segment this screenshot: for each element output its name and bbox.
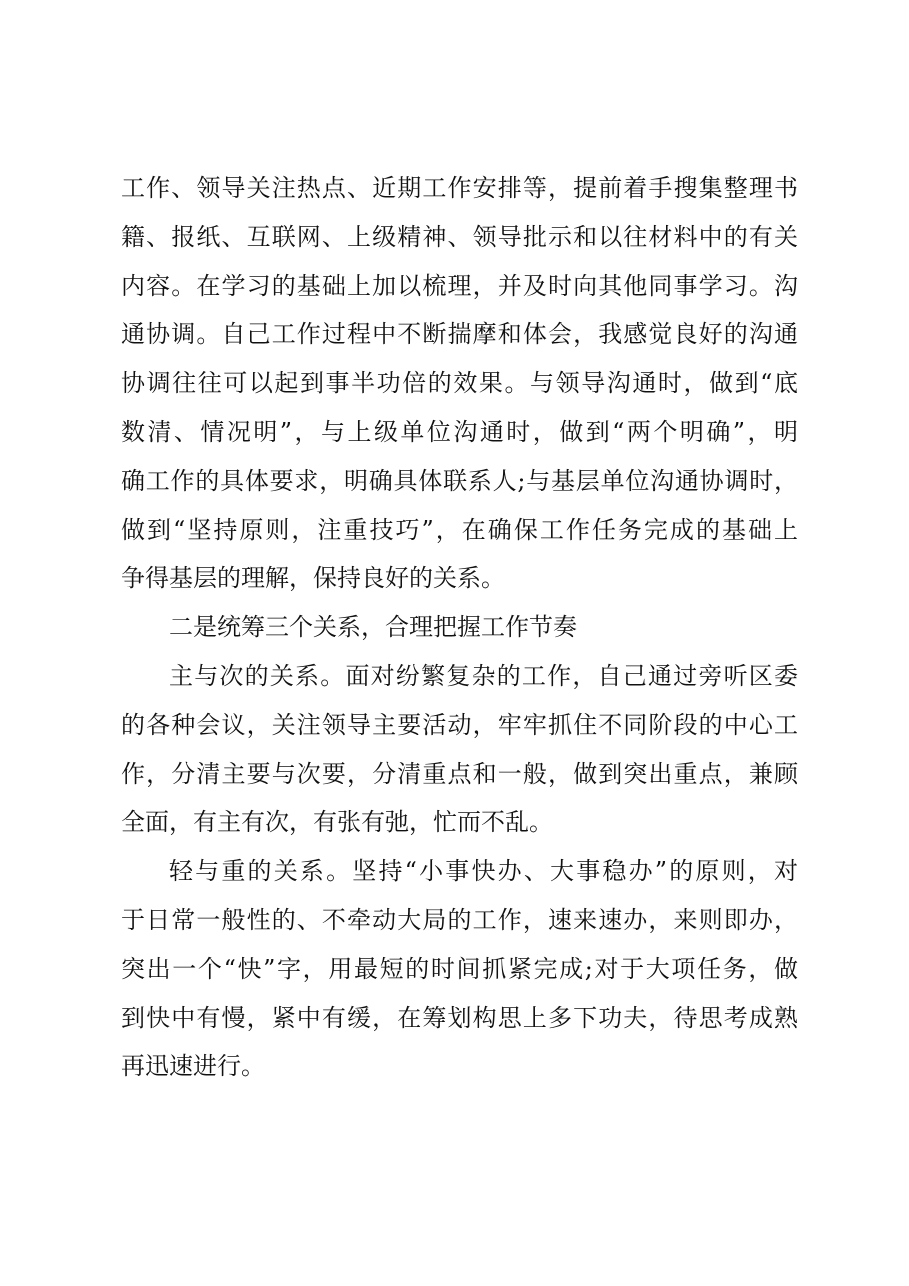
text-line-12: 的各种会议，关注领导主要活动，牢牢抓住不同阶段的中心工 <box>121 710 798 739</box>
text-line-6: 数清、情况明”，与上级单位沟通时，做到“两个明确”，明 <box>121 417 798 446</box>
section-heading: 二是统筹三个关系，合理把握工作节奏 <box>169 613 577 642</box>
text-line-15: 轻与重的关系。坚持“小事快办、大事稳办”的原则，对 <box>169 857 798 886</box>
text-line-5: 协调往往可以起到事半功倍的效果。与领导沟通时，做到“底 <box>121 369 798 398</box>
text-line-1: 工作、领导关注热点、近期工作安排等，提前着手搜集整理书 <box>121 174 798 202</box>
text-line-19: 再迅速进行。 <box>121 1052 265 1081</box>
text-line-8: 做到“坚持原则，注重技巧”，在确保工作任务完成的基础上 <box>121 515 798 544</box>
text-line-2: 籍、报纸、互联网、上级精神、领导批示和以往材料中的有关 <box>121 222 798 251</box>
text-line-18: 到快中有慢，紧中有缓，在筹划构思上多下功夫，待思考成熟 <box>121 1003 798 1032</box>
text-line-16: 于日常一般性的、不牵动大局的工作，速来速办，来则即办， <box>121 905 798 934</box>
text-line-7: 确工作的具体要求，明确具体联系人;与基层单位沟通协调时， <box>121 466 798 495</box>
text-line-13: 作，分清主要与次要，分清重点和一般，做到突出重点，兼顾 <box>121 759 798 788</box>
text-line-4: 通协调。自己工作过程中不断揣摩和体会，我感觉良好的沟通 <box>121 320 798 349</box>
text-line-3: 内容。在学习的基础上加以梳理，并及时向其他同事学习。沟 <box>121 271 798 300</box>
document-body <box>121 164 798 1091</box>
text-line-14: 全面，有主有次，有张有弛，忙而不乱。 <box>121 808 553 837</box>
text-line-9: 争得基层的理解，保持良好的关系。 <box>121 564 505 593</box>
text-line-17: 突出一个“快”字，用最短的时间抓紧完成;对于大项任务，做 <box>121 954 798 983</box>
text-line-11: 主与次的关系。面对纷繁复杂的工作，自己通过旁听区委 <box>169 661 798 690</box>
